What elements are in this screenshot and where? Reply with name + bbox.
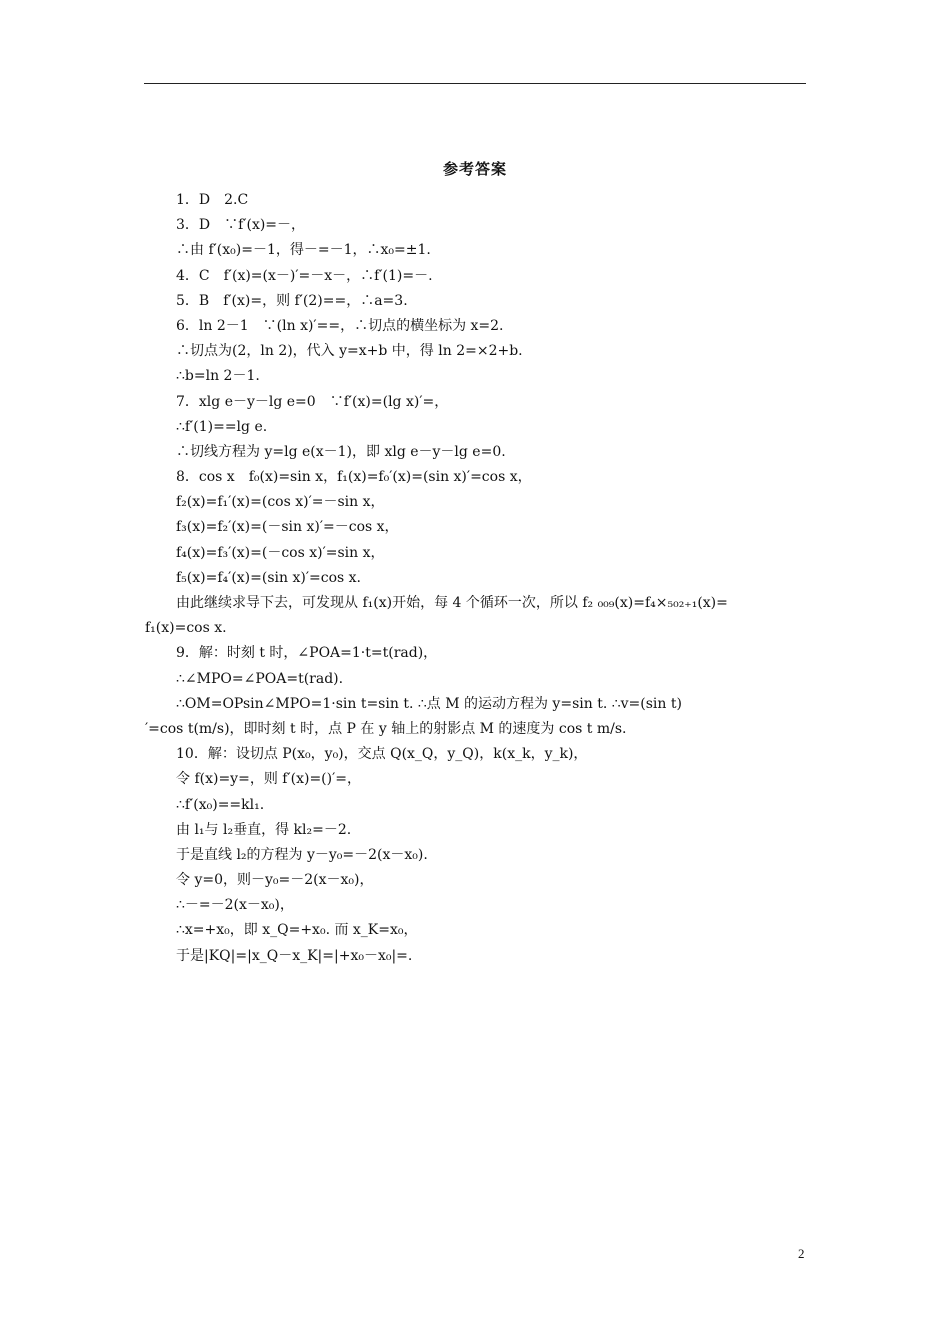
answer-line: 于是直线 l₂的方程为 y－y₀=－2(x－x₀).	[176, 846, 428, 863]
answer-line: ∴f′(1)==lg e.	[176, 418, 268, 435]
answer-line: 6．ln 2－1 ∵(ln x)′==，∴切点的横坐标为 x=2.	[176, 317, 504, 334]
answer-line: ∴x=+x₀，即 x_Q=+x₀. 而 x_K=x₀，	[176, 922, 418, 939]
answer-line: ∴切点为(2，ln 2)，代入 y=x+b 中，得 ln 2=×2+b.	[176, 343, 523, 360]
answer-line: ∴f′(x₀)==kl₁.	[176, 796, 265, 813]
answer-line: 1．D 2.C	[176, 192, 249, 208]
answer-line: f₂(x)=f₁′(x)=(cos x)′=－sin x，	[176, 494, 385, 511]
answer-line: 于是|KQ|=|x_Q－x_K|=|+x₀－x₀|=.	[176, 947, 413, 964]
answer-line: f₃(x)=f₂′(x)=(－sin x)′=－cos x，	[176, 519, 399, 536]
answer-line: ∴b=ln 2－1.	[176, 368, 260, 385]
answer-line: 由此继续求导下去，可发现从 f₁(x)开始，每 4 个循环一次，所以 f₂ ₀₀₉(x)=f₄×₅₀₂₊₁(x)=	[176, 595, 728, 611]
answer-line: ∴OM=OPsin∠MPO=1·sin t=sin t. ∴点 M 的运动方程为 y=sin t. ∴v=(sin t)	[176, 695, 682, 712]
page-number: 2	[798, 1246, 805, 1261]
answer-line: ∴－=－2(x－x₀)，	[176, 897, 294, 914]
answer-line: 5．B f′(x)=，则 f′(2)==，∴a=3.	[176, 292, 408, 309]
answer-line: ∴由 f′(x₀)=－1，得－=－1，∴x₀=±1.	[176, 242, 431, 259]
answer-line: ′=cos t(m/s)，即时刻 t 时，点 P 在 y 轴上的射影点 M 的速度为 cos t m/s.	[145, 720, 627, 737]
page-title: 参考答案	[442, 160, 507, 178]
answer-line: 9．解：时刻 t 时，∠POA=1·t=t(rad)，	[176, 645, 438, 662]
header-rule	[144, 83, 806, 84]
answer-line: ∴切线方程为 y=lg e(x－1)，即 xlg e－y－lg e=0.	[176, 443, 506, 460]
answer-line: 令 y=0，则－y₀=－2(x－x₀)，	[176, 872, 374, 889]
answer-line: f₅(x)=f₄′(x)=(sin x)′=cos x.	[176, 569, 361, 586]
answer-line: f₁(x)=cos x.	[145, 620, 227, 637]
answer-line: 3．D ∵f′(x)=－，	[176, 217, 306, 234]
answer-line: 由 l₁与 l₂垂直，得 kl₂=－2.	[176, 821, 352, 838]
answer-line: 令 f(x)=y=，则 f′(x)=()′=，	[176, 771, 362, 788]
answer-line: 4．C f′(x)=(x－)′=－x－，∴f′(1)=－.	[176, 267, 433, 284]
answer-line: 8．cos x f₀(x)=sin x，f₁(x)=f₀′(x)=(sin x)′=cos x，	[176, 469, 532, 486]
answer-line: ∴∠MPO=∠POA=t(rad).	[176, 670, 344, 687]
answer-body	[145, 188, 807, 969]
answer-line: 7．xlg e－y－lg e=0 ∵f′(x)=(lg x)′=，	[176, 393, 449, 410]
answer-line: f₄(x)=f₃′(x)=(－cos x)′=sin x，	[176, 544, 385, 561]
answer-line: 10．解：设切点 P(x₀，y₀)，交点 Q(x_Q，y_Q)，k(x_k，y_k)，	[176, 746, 588, 763]
